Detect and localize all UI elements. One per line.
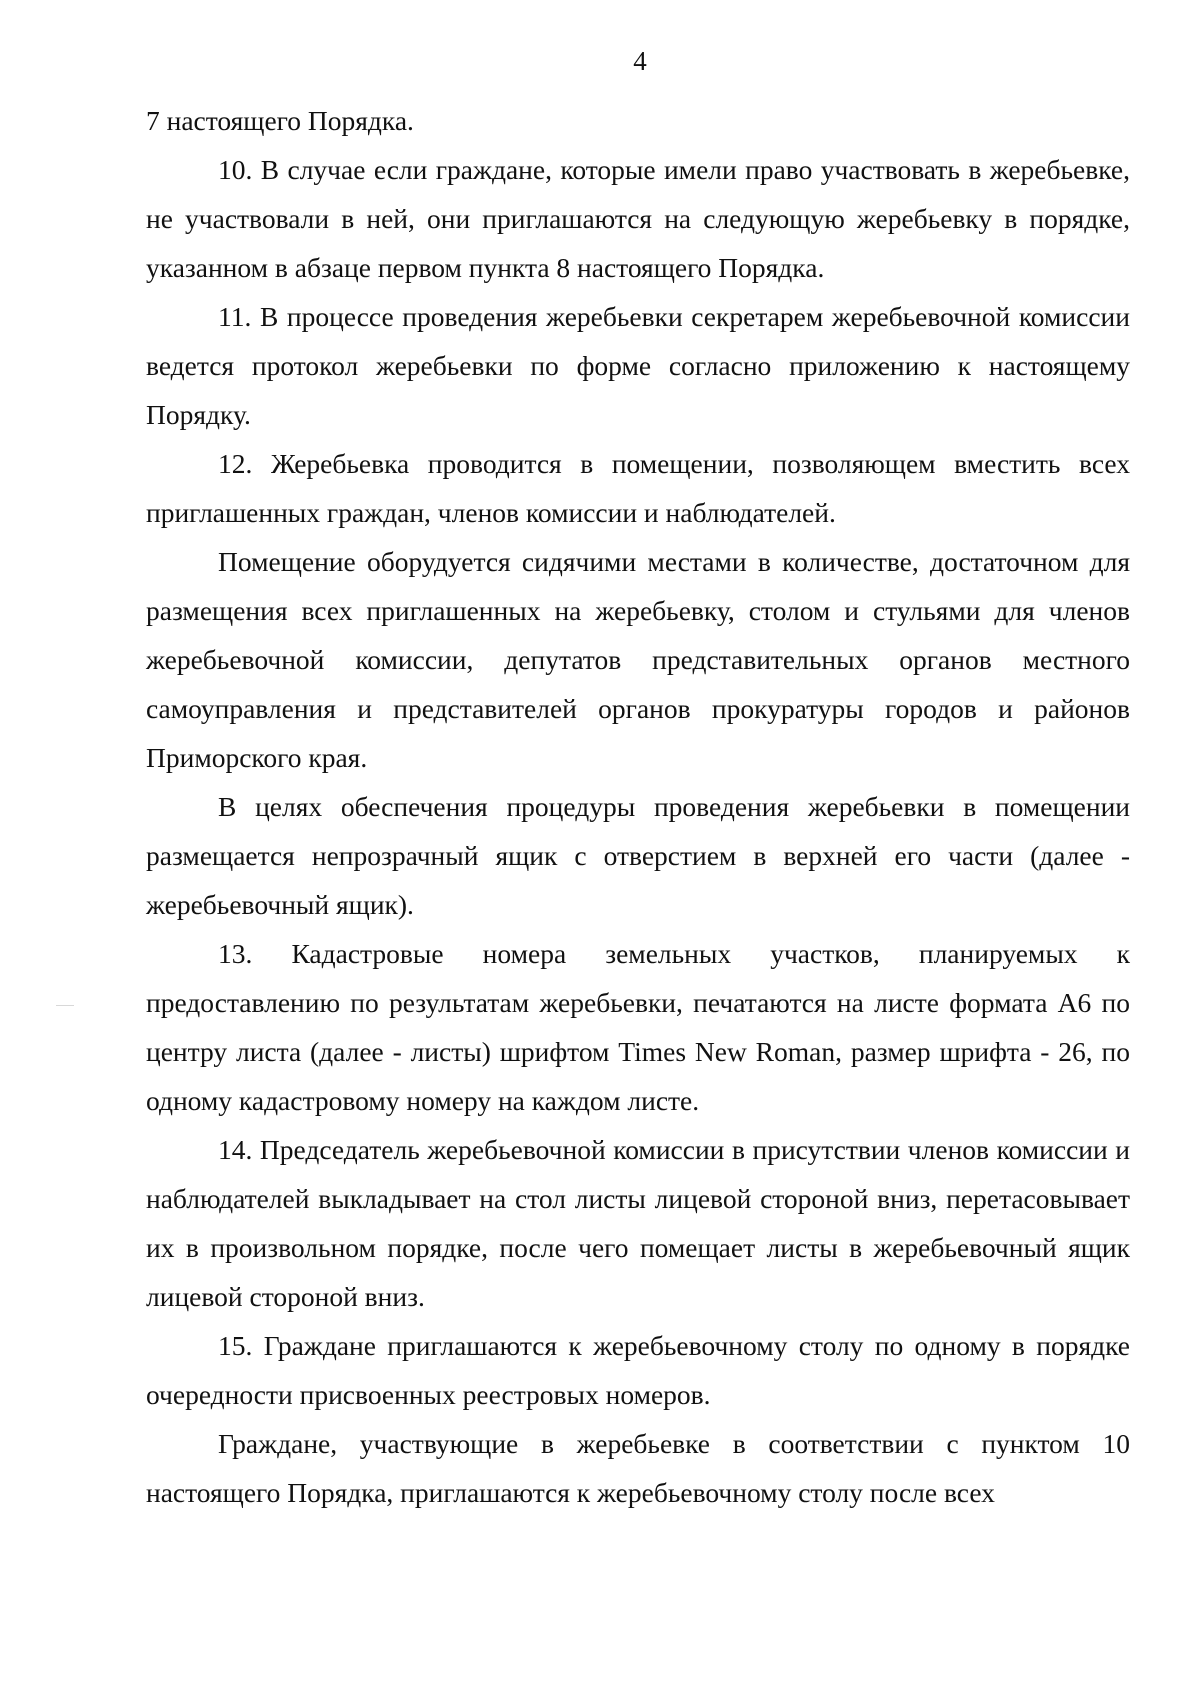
paragraph-item-13: 13. Кадастровые номера земельных участков, планируемых к предоставлению по результатам жеребьевки, печатаются на листе формата А6 по центру листа (далее - листы) шрифтом Times New Roman, размер шрифта - 26, по одному кадастровому номеру на каждом листе.: [146, 938, 1130, 1116]
paragraph-item-11: 11. В процессе проведения жеребьевки секретарем жеребьевочной комиссии ведется протокол жеребьевки по форме согласно приложению к настоящему Порядку.: [146, 301, 1130, 430]
document-body: [146, 96, 1130, 1517]
paragraph-item-15: 15. Граждане приглашаются к жеребьевочному столу по одному в порядке очередности присвоенных реестровых номеров.: [146, 1330, 1130, 1410]
margin-mark: [56, 1005, 74, 1006]
paragraph-invited-citizens: Граждане, участвующие в жеребьевке в соответствии с пунктом 10 настоящего Порядка, приглашаются к жеребьевочному столу после всех: [146, 1428, 1130, 1508]
paragraph-item-12: 12. Жеребьевка проводится в помещении, позволяющем вместить всех приглашенных граждан, членов комиссии и наблюдателей.: [146, 448, 1130, 528]
paragraph-item-14: 14. Председатель жеребьевочной комиссии в присутствии членов комиссии и наблюдателей выкладывает на стол листы лицевой стороной вниз, перетасовывает их в произвольном порядке, после чего помещает листы в жеребьевочный ящик лицевой стороной вниз.: [146, 1134, 1130, 1312]
paragraph-ballot-box: В целях обеспечения процедуры проведения жеребьевки в помещении размещается непрозрачный ящик с отверстием в верхней его части (далее - жеребьевочный ящик).: [146, 791, 1130, 920]
paragraph-continuation: 7 настоящего Порядка.: [146, 105, 414, 136]
paragraph-item-10: 10. В случае если граждане, которые имели право участвовать в жеребьевке, не участвовали в ней, они приглашаются на следующую жеребьевку в порядке, указанном в абзаце первом пункта 8 настоящего Порядка.: [146, 154, 1130, 283]
paragraph-premises: Помещение оборудуется сидячими местами в количестве, достаточном для размещения всех приглашенных на жеребьевку, столом и стульями для членов жеребьевочной комиссии, депутатов представительных органов местного самоуправления и представителей органов прокуратуры городов и районов Приморского края.: [146, 546, 1130, 773]
page-number: 4: [633, 46, 647, 76]
